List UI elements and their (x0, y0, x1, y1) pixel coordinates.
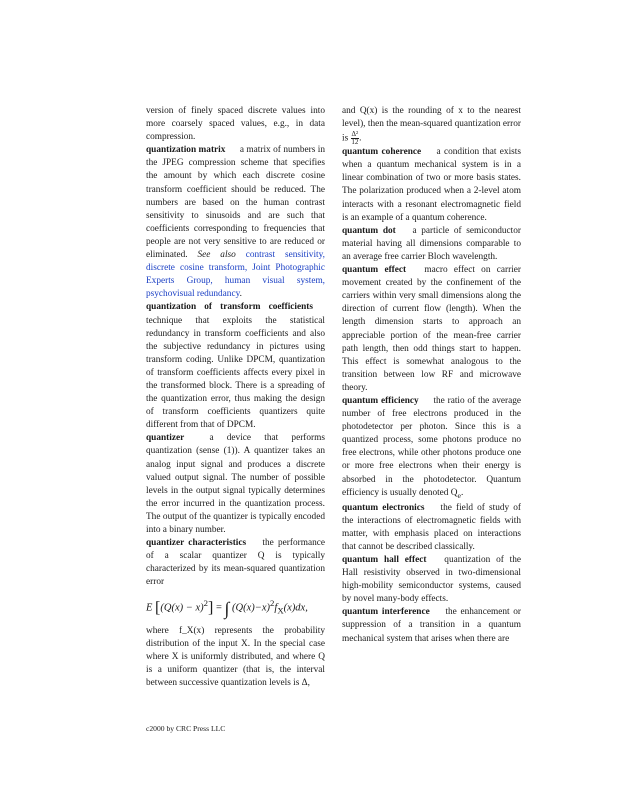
term-quantum-electronics: quantum electronics (342, 502, 425, 513)
right-continuation-end: . (359, 133, 362, 144)
definition-quantum-hall-effect: quantization of the Hall resistivity observed in two-dimensional high-mobility semiconductor systems, caused by novel many-body effects. (342, 554, 521, 605)
entry-quantum-hall-effect (342, 554, 521, 606)
eq-integrand-exp: 2 (270, 598, 275, 609)
eq-integrand: (Q(x)−x) (232, 602, 271, 614)
copyright-footer: c2000 by CRC Press LLC (146, 724, 226, 733)
definition-quantum-coherence: a condition that exists when a quantum mechanical system is in a linear combination of two or more basis states. The polarization produced when a 2-level atom interacts with a resonant electromagnetic field is an example of a quantum coherence. (342, 147, 521, 223)
see-also-end: . (239, 289, 242, 300)
definition-quantum-dot: a particle of semiconductor material having all dimensions comparable to an average free carrier Bloch wavelength. (342, 225, 521, 262)
after-equation-text: where f_X(x) represents the probability distribution of the input X. In the special case where X is uniformly distributed, and where Q is a uniform quantizer (that is, the interval between successive quantization levels is Δ, (146, 626, 325, 689)
entry-quantum-interference (342, 606, 521, 645)
mse-equation (146, 595, 325, 619)
entry-quantum-efficiency (342, 395, 521, 502)
entry-quantization-matrix (146, 144, 325, 301)
entry-quantizer (146, 432, 325, 537)
see-also-label: See also (197, 250, 236, 261)
left-column (146, 105, 325, 691)
term-quantum-dot: quantum dot (342, 225, 396, 236)
entry-quantization-of-transform-coefficients (146, 301, 325, 432)
term-quantum-efficiency: quantum efficiency (342, 395, 419, 406)
entry-quantum-electronics (342, 502, 521, 554)
term-quantum-coherence: quantum coherence (342, 147, 422, 158)
term-quantization-of-transform-coefficients: quantization of transform coefficients (146, 302, 313, 313)
definition-quantum-electronics: the field of study of the interactions of electromagnetic fields with matter, with emphasis placed on interactions that cannot be described classically. (342, 502, 521, 552)
eq-right-bracket: ] (207, 599, 214, 617)
definition-quantization-of-transform-coefficients: technique that exploits the statistical redundancy in transform coefficients and also the subjective redundancy in pictures using transform coding. Unlike DPCM, quantization of transform coefficients affects every pixel in the transformed block. There is a spreading of the quantization error, thus making the design of transform coefficients quantizers quite different from that of DPCM. (146, 315, 325, 431)
entry-quantum-dot (342, 225, 521, 264)
term-quantum-effect: quantum effect (342, 265, 407, 276)
quantum-efficiency-subscript: e (457, 490, 461, 500)
definition-quantum-effect: macro effect on carrier movement created by the confinement of the carriers within very small dimensions along the direction of current flow (length). When the length dimension starts to approach an appreciable portion of the mean-free carrier path length, then odd things start to happen. This effect is somewhat analogous to the transition between low RF and microwave theory. (342, 265, 521, 393)
definition-quantum-efficiency: the ratio of the average number of free electrons produced in the photodetector per photon. Since this is a quantized process, some photons produce no free electrons, while other photons produce one or more free electrons when their energy is absorbed in the photodetector. Quantum efficiency is usually denoted Q (342, 395, 521, 498)
mse-fraction (351, 131, 360, 146)
right-continuation-text (342, 105, 521, 146)
eq-density: f (274, 602, 278, 614)
term-quantizer-characteristics: quantizer characteristics (146, 538, 247, 549)
definition-quantizer-characteristics: the performance of a scalar quantizer Q is typically characterized by its mean-squared quantization error (146, 538, 325, 588)
definition-quantization-matrix: a matrix of numbers in the JPEG compression scheme that specifies the amount by which each discrete cosine transform coefficient should be reduced. The numbers are based on the human contrast sensitivity to sinusoids and are such that coefficients corresponding to frequencies that people are not very sensitive to are reduced or eliminated. (146, 145, 326, 261)
definition-quantizer: a device that performs quantization (sense (1)). A quantizer takes an analog input signal and produces a discrete valued output signal. The number of possible levels in the output signal typically determines the error incurred in the quantization process. The output of the quantizer is typically encoded into a binary number. (146, 433, 325, 535)
entry-quantum-effect (342, 264, 521, 395)
entry-quantum-coherence (342, 146, 521, 225)
eq-lhs: E (146, 602, 153, 614)
eq-equals: = (215, 602, 222, 614)
eq-density-sub: X (277, 606, 284, 617)
right-continuation-body: and Q(x) is the rounding of x to the nearest level), then the mean-squared quantization error is (342, 106, 521, 144)
term-quantum-interference: quantum interference (342, 607, 430, 618)
right-column (342, 105, 521, 646)
eq-bracket-inner: (Q(x) − x) (160, 602, 204, 614)
term-quantization-matrix: quantization matrix (146, 145, 226, 156)
quantum-efficiency-end: . (460, 487, 464, 498)
left-continuation-text: version of finely spaced discrete values into more coarsely spaced values, e.g., in data compression. (146, 106, 325, 143)
fraction-denominator: 12 (351, 138, 359, 147)
entry-quantizer-characteristics (146, 537, 325, 589)
fraction-numerator: Δ² (351, 130, 359, 139)
definition-quantum-interference: the enhancement or suppression of a transition in a quantum mechanical system that arises when there are (342, 607, 522, 644)
eq-integral: ∫ (224, 598, 230, 619)
eq-left-bracket: [ (155, 599, 161, 617)
eq-tail: (x)dx, (283, 602, 308, 614)
term-quantum-hall-effect: quantum hall effect (342, 554, 427, 565)
eq-exponent: 2 (203, 598, 208, 609)
see-also-links[interactable]: contrast sensitivity, discrete cosine transform, Joint Photographic Experts Group, human visual system, psychovisual redundancy (146, 250, 325, 300)
term-quantizer: quantizer (146, 433, 185, 444)
